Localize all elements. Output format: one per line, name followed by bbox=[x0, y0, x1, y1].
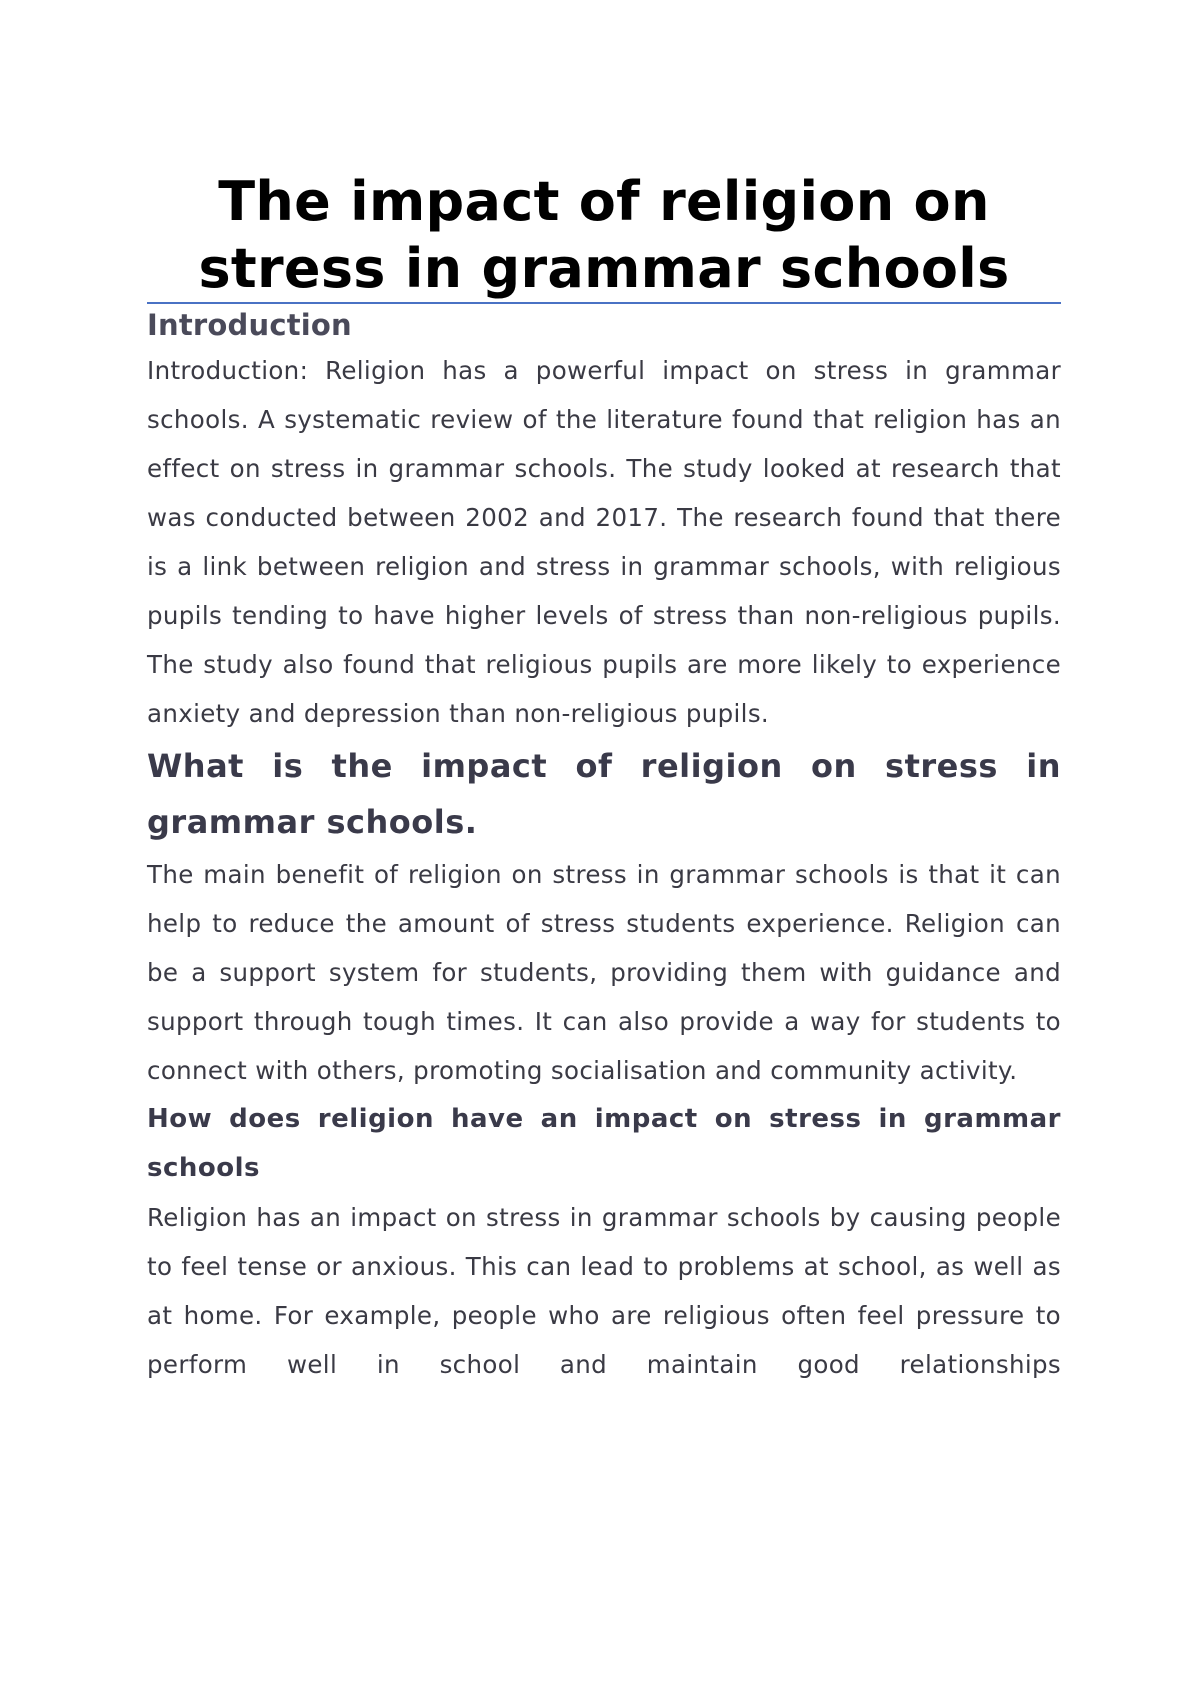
section-paragraph-introduction: Introduction: Religion has a powerful impact on stress in grammar schools. A systematic review of the literature found that religion has an effect on stress in grammar schools. The study looked at research that was conducted between 2002 and 2017. The research found that there is a link between religion and stress in grammar schools, with religious pupils tending to have higher levels of stress than non-religious pupils. The study also found that religious pupils are more likely to experience anxiety and depression than non-religious pupils. bbox=[147, 356, 1061, 728]
section-heading-introduction: Introduction bbox=[147, 308, 352, 342]
document-title: The impact of religion on stress in grammar schools bbox=[198, 170, 1010, 300]
section-heading-impact: What is the impact of religion on stress in grammar schools. bbox=[147, 747, 1061, 841]
section-paragraph-how: Religion has an impact on stress in grammar schools by causing people to feel tense or anxious. This can lead to problems at school, as well as at home. For example, people who are religious often feel pressure to perform well in school and maintain good relationships bbox=[147, 1203, 1061, 1379]
section-heading-how: How does religion have an impact on stress in grammar schools bbox=[147, 1104, 1061, 1183]
section-paragraph-impact: The main benefit of religion on stress in grammar schools is that it can help to reduce the amount of stress students experience. Religion can be a support system for students, providing them with guidance and support through tough times. It can also provide a way for students to connect with others, promoting socialisation and community activity. bbox=[147, 860, 1061, 1085]
document-page bbox=[147, 168, 1061, 1389]
